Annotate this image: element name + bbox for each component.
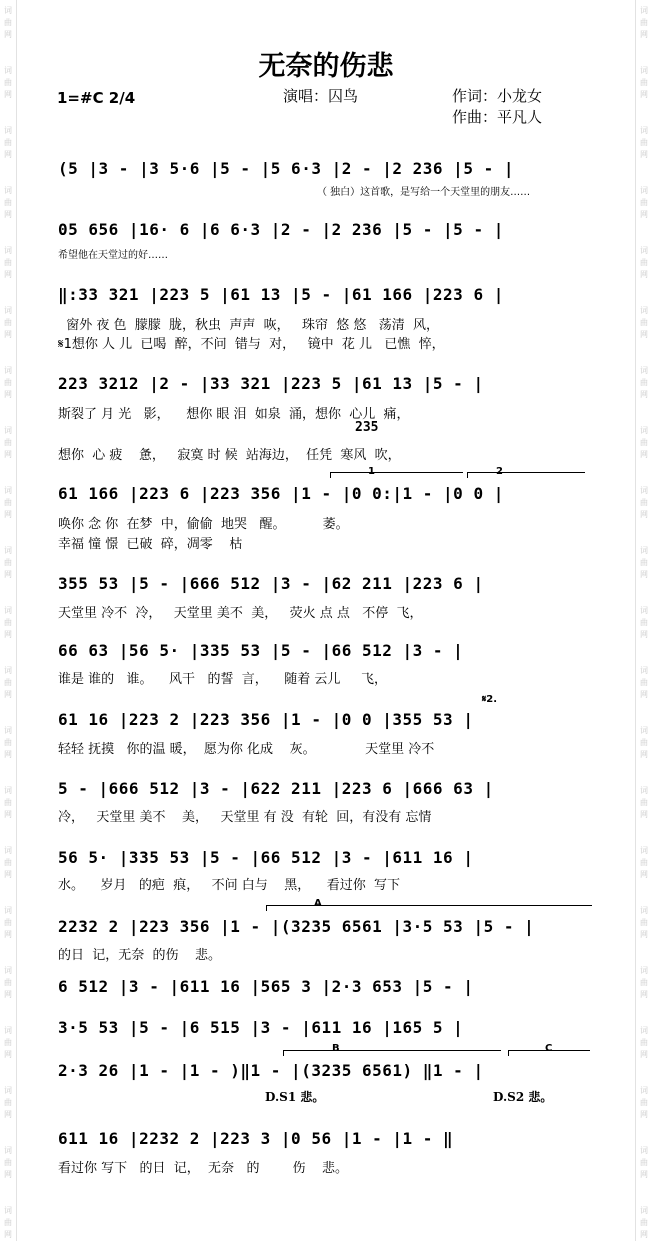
watermark-glyph: 词 (4, 546, 12, 555)
watermark-glyph: 词 (640, 366, 648, 375)
monologue-text: （ 独白）这首歌，是写给一个天堂里的朋友…… (317, 187, 531, 198)
watermark-glyph: 网 (640, 1050, 648, 1059)
watermark-glyph: 网 (4, 210, 12, 219)
key-signature: 1=#C 2/4 (57, 89, 136, 107)
watermark-glyph: 网 (640, 330, 648, 339)
section-bracket-a-hook (266, 905, 267, 911)
lyrics-line-8: 轻轻 抚摸 你的温 暖， 愿为你 化成 灰。 天堂里 冷不 (58, 742, 435, 757)
volta-number-1: 1 (368, 466, 375, 477)
volta-bracket-2 (467, 472, 585, 473)
watermark-glyph: 网 (640, 690, 648, 699)
watermark-glyph: 网 (640, 150, 648, 159)
watermark-glyph: 曲 (640, 378, 648, 387)
watermark-glyph: 曲 (640, 678, 648, 687)
watermark-glyph: 词 (640, 726, 648, 735)
watermark-glyph: 网 (640, 210, 648, 219)
watermark-glyph: 网 (4, 30, 12, 39)
watermark-glyph: 网 (4, 570, 12, 579)
watermark-glyph: 曲 (4, 78, 12, 87)
song-title: 无奈的伤悲 (258, 51, 394, 82)
watermark-glyph: 曲 (4, 918, 12, 927)
watermark-column-left (0, 0, 17, 1241)
watermark-glyph: 词 (4, 486, 12, 495)
lyrics-line-7: 谁是 谁的 谁。 风干 的誓 言， 随着 云儿 飞， (58, 672, 388, 687)
watermark-glyph: 曲 (4, 858, 12, 867)
watermark-column-right (635, 0, 652, 1241)
watermark-glyph: 曲 (640, 438, 648, 447)
section-bracket-b-hook (283, 1050, 284, 1056)
watermark-glyph: 网 (640, 1110, 648, 1119)
notes-line-2: 05 656 |16· 6 |6 6·3 |2 - |2 236 |5 - |5 - | (58, 220, 504, 239)
watermark-glyph: 词 (4, 666, 12, 675)
watermark-glyph: 曲 (640, 138, 648, 147)
watermark-glyph: 曲 (4, 1158, 12, 1167)
watermark-glyph: 词 (640, 246, 648, 255)
watermark-glyph: 词 (640, 1146, 648, 1155)
watermark-glyph: 词 (4, 306, 12, 315)
section-label-b: B (332, 1043, 340, 1054)
watermark-glyph: 词 (4, 1206, 12, 1215)
watermark-glyph: 曲 (4, 138, 12, 147)
notes-line-15: 611 16 |2232 2 |223 3 |0 56 |1 - |1 - ‖ (58, 1129, 454, 1148)
watermark-glyph: 曲 (640, 798, 648, 807)
section-label-c: C (545, 1043, 553, 1054)
notes-line-4: 223 3212 |2 - |33 321 |223 5 |61 13 |5 - | (58, 374, 484, 393)
watermark-glyph: 曲 (4, 978, 12, 987)
watermark-glyph: 词 (4, 426, 12, 435)
watermark-glyph: 词 (640, 966, 648, 975)
watermark-glyph: 曲 (640, 318, 648, 327)
segno-2-marker: 𝄋2. (482, 694, 498, 705)
lyrics-line-3-verse-2: 𝄋1想你 人 儿 已喝 醉，不问 错与 对， 镜中 花 儿 已憔 悴， (58, 337, 445, 352)
watermark-glyph: 网 (4, 930, 12, 939)
watermark-glyph: 网 (640, 990, 648, 999)
watermark-glyph: 网 (640, 570, 648, 579)
watermark-glyph: 词 (4, 846, 12, 855)
watermark-glyph: 网 (4, 90, 12, 99)
watermark-glyph: 曲 (4, 438, 12, 447)
dal-segno-1-marker: D.S1 悲。 (265, 1090, 325, 1104)
watermark-glyph: 曲 (640, 1098, 648, 1107)
watermark-glyph: 词 (4, 126, 12, 135)
watermark-glyph: 曲 (4, 1038, 12, 1047)
watermark-glyph: 曲 (4, 18, 12, 27)
lyrics-line-15: 看过你 写下 的日 记， 无奈 的 伤 悲。 (58, 1161, 349, 1176)
notes-line-3: ‖:33 321 |223 5 |61 13 |5 - |61 166 |223 6 | (58, 285, 504, 304)
watermark-glyph: 网 (640, 90, 648, 99)
watermark-glyph: 网 (4, 330, 12, 339)
watermark-glyph: 曲 (640, 78, 648, 87)
notes-line-10: 56 5· |335 53 |5 - |66 512 |3 - |611 16 | (58, 848, 474, 867)
notes-line-14: 2·3 26 |1 - |1 - )‖1 - |(3235 6561) ‖1 - | (58, 1061, 484, 1080)
watermark-glyph: 词 (640, 66, 648, 75)
watermark-glyph: 网 (4, 1050, 12, 1059)
watermark-glyph: 曲 (4, 318, 12, 327)
watermark-glyph: 曲 (640, 918, 648, 927)
lyrics-line-11: 的日 记，无奈 的伤 悲。 (58, 948, 222, 963)
monologue-text-2: 希望他在天堂过的好…… (58, 250, 168, 261)
lyrics-line-5-verse-1: 唤你 念 你 在梦 中，偷偷 地哭 醒。 萎。 (58, 517, 349, 532)
lyrics-line-4-verse-1: 斯裂了 月 光 影， 想你 眼 泪 如泉 涌，想你 心儿 痛， (58, 407, 410, 422)
watermark-glyph: 词 (4, 606, 12, 615)
watermark-glyph: 曲 (4, 198, 12, 207)
watermark-glyph: 网 (640, 930, 648, 939)
watermark-glyph: 词 (640, 546, 648, 555)
watermark-glyph: 曲 (640, 558, 648, 567)
watermark-glyph: 网 (4, 990, 12, 999)
watermark-glyph: 网 (4, 1110, 12, 1119)
watermark-glyph: 网 (4, 750, 12, 759)
watermark-glyph: 网 (4, 870, 12, 879)
watermark-glyph: 词 (4, 66, 12, 75)
watermark-glyph: 词 (4, 1086, 12, 1095)
volta-bracket-2-hook (467, 472, 468, 478)
watermark-glyph: 词 (4, 786, 12, 795)
volta-number-2: 2 (496, 466, 503, 477)
watermark-glyph: 网 (640, 630, 648, 639)
watermark-glyph: 词 (640, 906, 648, 915)
watermark-glyph: 词 (4, 906, 12, 915)
watermark-glyph: 曲 (640, 498, 648, 507)
watermark-glyph: 网 (640, 810, 648, 819)
lyrics-line-5-verse-2: 幸福 憧 憬 已破 碎，凋零 枯 (58, 537, 243, 552)
watermark-glyph: 网 (640, 1230, 648, 1239)
lyrics-line-3-verse-1: 窗外 夜 色 朦朦 胧，秋虫 声声 咴， 珠帘 悠 悠 荡清 风， (58, 318, 440, 333)
watermark-glyph: 曲 (640, 258, 648, 267)
watermark-glyph: 网 (4, 1230, 12, 1239)
watermark-glyph: 词 (4, 6, 12, 15)
watermark-glyph: 词 (640, 486, 648, 495)
notes-line-6: 355 53 |5 - |666 512 |3 - |62 211 |223 6 | (58, 574, 484, 593)
watermark-glyph: 曲 (640, 738, 648, 747)
section-bracket-c-hook (508, 1050, 509, 1056)
watermark-glyph: 曲 (640, 18, 648, 27)
watermark-glyph: 词 (640, 186, 648, 195)
lyricist: 作词：小龙女 (452, 87, 543, 105)
watermark-glyph: 词 (640, 666, 648, 675)
watermark-glyph: 网 (4, 1170, 12, 1179)
notes-line-11: 2232 2 |223 356 |1 - |(3235 6561 |3·5 53 |5 - | (58, 917, 535, 936)
watermark-glyph: 网 (640, 870, 648, 879)
section-label-a: A (314, 898, 322, 909)
watermark-glyph: 网 (4, 630, 12, 639)
watermark-glyph: 曲 (640, 1038, 648, 1047)
watermark-glyph: 曲 (4, 738, 12, 747)
watermark-glyph: 曲 (4, 1218, 12, 1227)
watermark-glyph: 网 (4, 690, 12, 699)
watermark-glyph: 词 (640, 426, 648, 435)
watermark-glyph: 词 (640, 846, 648, 855)
intro-notes: (5 |3 - |3 5·6 |5 - |5 6·3 |2 - |2 236 |5 - | (58, 159, 514, 178)
watermark-glyph: 网 (640, 450, 648, 459)
watermark-glyph: 词 (640, 786, 648, 795)
volta-bracket-1-hook (330, 472, 331, 478)
watermark-glyph: 网 (640, 270, 648, 279)
notes-line-7: 66 63 |56 5· |335 53 |5 - |66 512 |3 - | (58, 641, 464, 660)
notes-line-12: 6 512 |3 - |611 16 |565 3 |2·3 653 |5 - | (58, 977, 474, 996)
watermark-glyph: 网 (4, 390, 12, 399)
watermark-glyph: 词 (4, 726, 12, 735)
watermark-glyph: 曲 (640, 978, 648, 987)
watermark-glyph: 曲 (4, 1098, 12, 1107)
watermark-glyph: 词 (4, 186, 12, 195)
watermark-glyph: 网 (640, 750, 648, 759)
watermark-glyph: 网 (4, 510, 12, 519)
watermark-glyph: 网 (640, 1170, 648, 1179)
watermark-glyph: 网 (4, 450, 12, 459)
watermark-glyph: 曲 (4, 618, 12, 627)
lyrics-line-10: 水。 岁月 的疤 痕， 不问 白与 黑， 看过你 写下 (58, 878, 401, 893)
dal-segno-2-marker: D.S2 悲。 (493, 1090, 553, 1104)
singer: 演唱：囚鸟 (283, 87, 359, 105)
notes-line-5: 61 166 |223 6 |223 356 |1 - |0 0:|1 - |0 0 | (58, 484, 504, 503)
watermark-glyph: 词 (4, 366, 12, 375)
notes-line-9: 5 - |666 512 |3 - |622 211 |223 6 |666 63 | (58, 779, 494, 798)
watermark-glyph: 曲 (4, 678, 12, 687)
watermark-glyph: 曲 (640, 1218, 648, 1227)
watermark-glyph: 曲 (4, 558, 12, 567)
watermark-glyph: 曲 (4, 378, 12, 387)
watermark-glyph: 网 (4, 810, 12, 819)
watermark-glyph: 曲 (640, 1158, 648, 1167)
lyrics-line-6: 天堂里 冷不 冷， 天堂里 美不 美， 荧火 点 点 不停 飞， (58, 606, 423, 621)
watermark-glyph: 词 (640, 6, 648, 15)
watermark-glyph: 曲 (4, 798, 12, 807)
watermark-glyph: 词 (4, 246, 12, 255)
composer: 作曲：平凡人 (452, 108, 543, 126)
watermark-glyph: 词 (640, 1026, 648, 1035)
section-bracket-b (283, 1050, 501, 1051)
alternate-notes: 235 (355, 420, 379, 435)
lyrics-line-4-verse-2: 想你 心 疲 惫， 寂寞 时 候 站海边， 任凭 寒风 吹， (58, 448, 401, 463)
watermark-glyph: 网 (640, 510, 648, 519)
notes-line-8: 61 16 |223 2 |223 356 |1 - |0 0 |355 53 | (58, 710, 474, 729)
watermark-glyph: 网 (640, 390, 648, 399)
watermark-glyph: 词 (4, 1026, 12, 1035)
watermark-glyph: 词 (640, 306, 648, 315)
watermark-glyph: 词 (4, 966, 12, 975)
watermark-glyph: 曲 (4, 258, 12, 267)
watermark-glyph: 曲 (640, 198, 648, 207)
watermark-glyph: 网 (4, 270, 12, 279)
watermark-glyph: 网 (4, 150, 12, 159)
watermark-glyph: 词 (640, 126, 648, 135)
watermark-glyph: 曲 (640, 618, 648, 627)
lyrics-line-9: 冷， 天堂里 美不 美， 天堂里 有 没 有轮 回，有没有 忘情 (58, 810, 432, 825)
watermark-glyph: 词 (640, 1206, 648, 1215)
watermark-glyph: 曲 (640, 858, 648, 867)
watermark-glyph: 词 (640, 1086, 648, 1095)
notes-line-13: 3·5 53 |5 - |6 515 |3 - |611 16 |165 5 | (58, 1018, 464, 1037)
watermark-glyph: 词 (640, 606, 648, 615)
watermark-glyph: 网 (640, 30, 648, 39)
watermark-glyph: 词 (4, 1146, 12, 1155)
watermark-glyph: 曲 (4, 498, 12, 507)
volta-bracket-1 (330, 472, 463, 473)
